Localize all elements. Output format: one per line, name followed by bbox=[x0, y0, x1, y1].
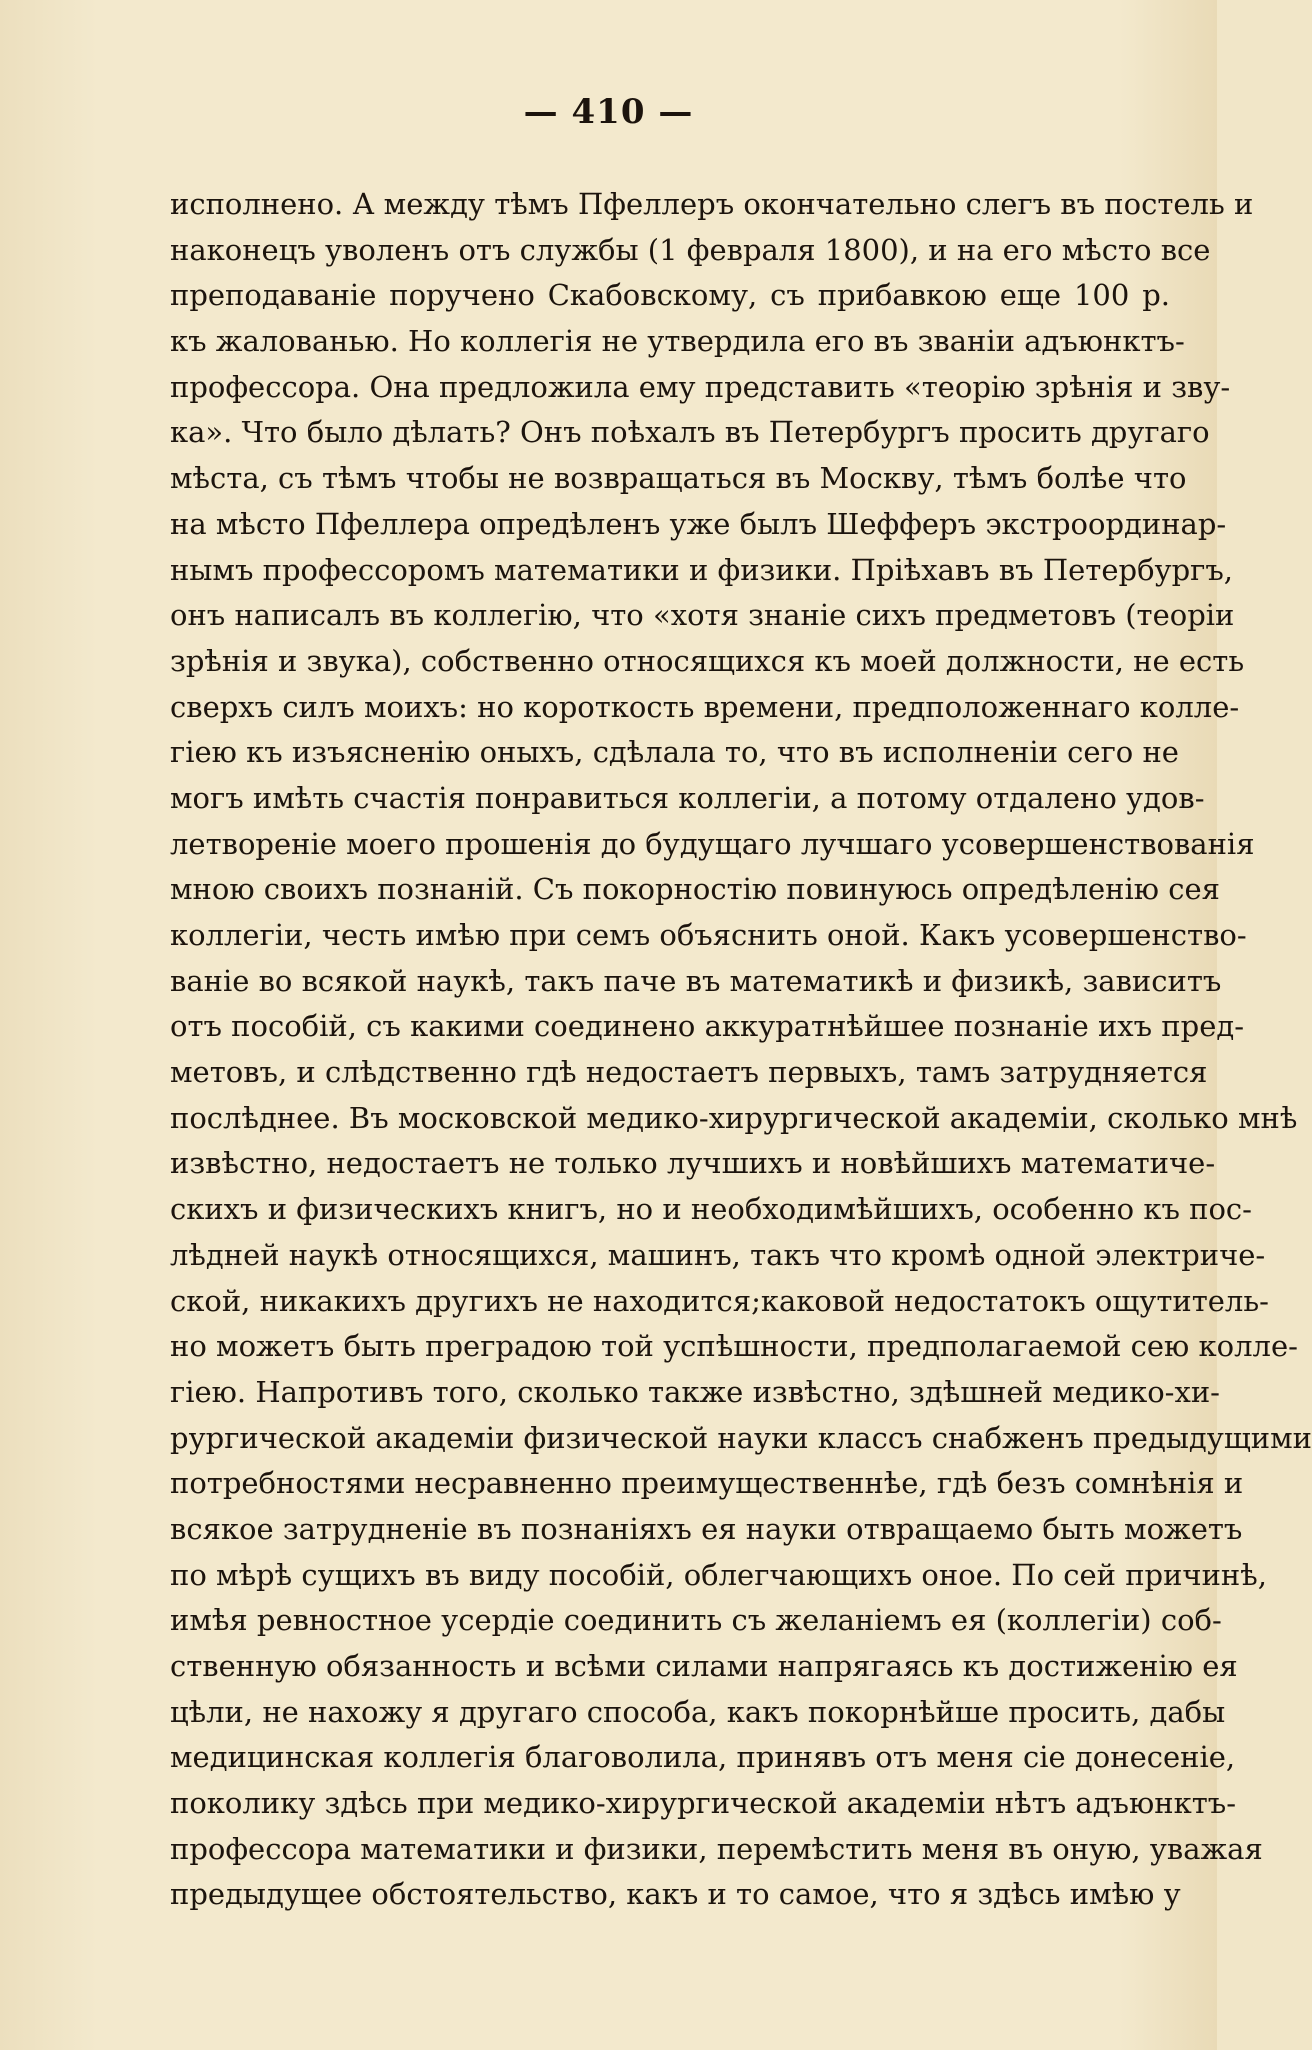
page-number: — 410 — bbox=[523, 92, 694, 132]
text-line: по мѣрѣ сущихъ въ виду пособiй, облегчающихъ оное. По сей причинѣ, bbox=[170, 1557, 1267, 1592]
text-line: имѣя ревностное усердiе соединить съ желанiемъ ея (коллегiи) соб- bbox=[170, 1603, 1222, 1638]
text-line: къ жалованью. Но коллегiя не утвердила его въ званiи адъюнктъ- bbox=[170, 324, 1185, 359]
body-text bbox=[170, 182, 1312, 1918]
text-line: метовъ, и слѣдственно гдѣ недостаетъ первыхъ, тамъ затрудняется bbox=[170, 1055, 1208, 1090]
text-line: предыдущее обстоятельство, какъ и то самое, что я здѣсь имѣю у bbox=[170, 1877, 1181, 1912]
text-line: летворенiе моего прошенiя до будущаго лучшаго усовершенствованiя bbox=[170, 826, 1255, 861]
text-line: профессора. Она предложила ему представить «теорiю зрѣнiя и зву- bbox=[170, 369, 1231, 404]
text-line: но можетъ быть преградою той успѣшности, предполагаемой сею колле- bbox=[170, 1329, 1298, 1364]
text-line: онъ написалъ въ коллегiю, что «хотя знанiе сихъ предметовъ (теорiи bbox=[170, 598, 1235, 633]
text-line: извѣстно, недостаетъ не только лучшихъ и новѣйшихъ математиче- bbox=[170, 1146, 1216, 1181]
text-line: послѣднее. Въ московской медико-хирургической академiи, сколько мнѣ bbox=[170, 1100, 1298, 1135]
text-line: наконецъ уволенъ отъ службы (1 февраля 1800), и на его мѣсто все bbox=[170, 232, 1211, 267]
text-line: мною своихъ познанiй. Съ покорностiю повинуюсь опредѣленiю сея bbox=[170, 872, 1220, 907]
text-line: ской, никакихъ другихъ не находится;каковой недостатокъ ощутитель- bbox=[170, 1283, 1269, 1318]
text-line: медицинская коллегiя благоволила, принявъ отъ меня сiе донесенiе, bbox=[170, 1740, 1236, 1775]
text-line: отъ пособiй, съ какими соединено аккуратнѣйшее познанiе ихъ пред- bbox=[170, 1009, 1245, 1044]
text-line: мѣста, съ тѣмъ чтобы не возвращаться въ Москву, тѣмъ болѣе что bbox=[170, 461, 1187, 496]
text-line: гiею къ изъясненiю оныхъ, сдѣлала то, что въ исполненiи сего не bbox=[170, 735, 1179, 770]
text-line: ственную обязанность и всѣми силами напрягаясь къ достиженiю ея bbox=[170, 1649, 1238, 1683]
text-line: скихъ и физическихъ книгъ, но и необходимѣйшихъ, особенно къ пос- bbox=[170, 1192, 1252, 1227]
text-line: гiею. Напротивъ того, сколько также извѣстно, здѣшней медико-хи- bbox=[170, 1374, 1220, 1409]
text-line: профессора математики и физики, перемѣстить меня въ оную, уважая bbox=[170, 1831, 1263, 1866]
text-line: исполнено. А между тѣмъ Пфеллеръ окончательно слегъ въ постель и bbox=[170, 187, 1254, 221]
text-line: поколику здѣсь при медико-хирургической академiи нѣтъ адъюнктъ- bbox=[170, 1786, 1236, 1821]
text-line: всякое затрудненiе въ познанiяхъ ея науки отвращаемо быть можетъ bbox=[170, 1511, 1243, 1546]
text-line: цѣли, не нахожу я другаго способа, какъ покорнѣйше просить, дабы bbox=[170, 1694, 1226, 1729]
text-line: коллегiи, честь имѣю при семъ объяснить оной. Какъ усовершенство- bbox=[170, 918, 1247, 952]
text-line: рургической академiи физической науки классъ снабженъ предыдущими bbox=[170, 1420, 1312, 1455]
text-line: могъ имѣть счастiя понравиться коллегiи, а потому отдалено удов- bbox=[170, 780, 1205, 815]
text-line: преподаванiе поручено Скабовскому, съ прибавкою еще 100 р. bbox=[170, 278, 1170, 313]
text-line: на мѣсто Пфеллера опредѣленъ уже былъ Шефферъ экстроординар- bbox=[170, 506, 1227, 541]
text-line: ка». Что было дѣлать? Онъ поѣхалъ въ Петербургъ просить другаго bbox=[170, 415, 1210, 450]
text-line: ванiе во всякой наукѣ, такъ паче въ математикѣ и физикѣ, зависитъ bbox=[170, 963, 1222, 998]
text-line: лѣдней наукѣ относящихся, машинъ, такъ что кромѣ одной электриче- bbox=[170, 1237, 1266, 1272]
text-line: потребностями несравненно преимущественнѣе, гдѣ безъ сомнѣнiя и bbox=[170, 1466, 1244, 1501]
text-line: зрѣнiя и звука), собственно относящихся къ моей должности, не есть bbox=[170, 643, 1245, 678]
text-line: сверхъ силъ моихъ: но короткость времени, предположеннаго колле- bbox=[170, 689, 1240, 724]
text-line: нымъ профессоромъ математики и физики. Прiѣхавъ въ Петербургъ, bbox=[170, 552, 1234, 587]
